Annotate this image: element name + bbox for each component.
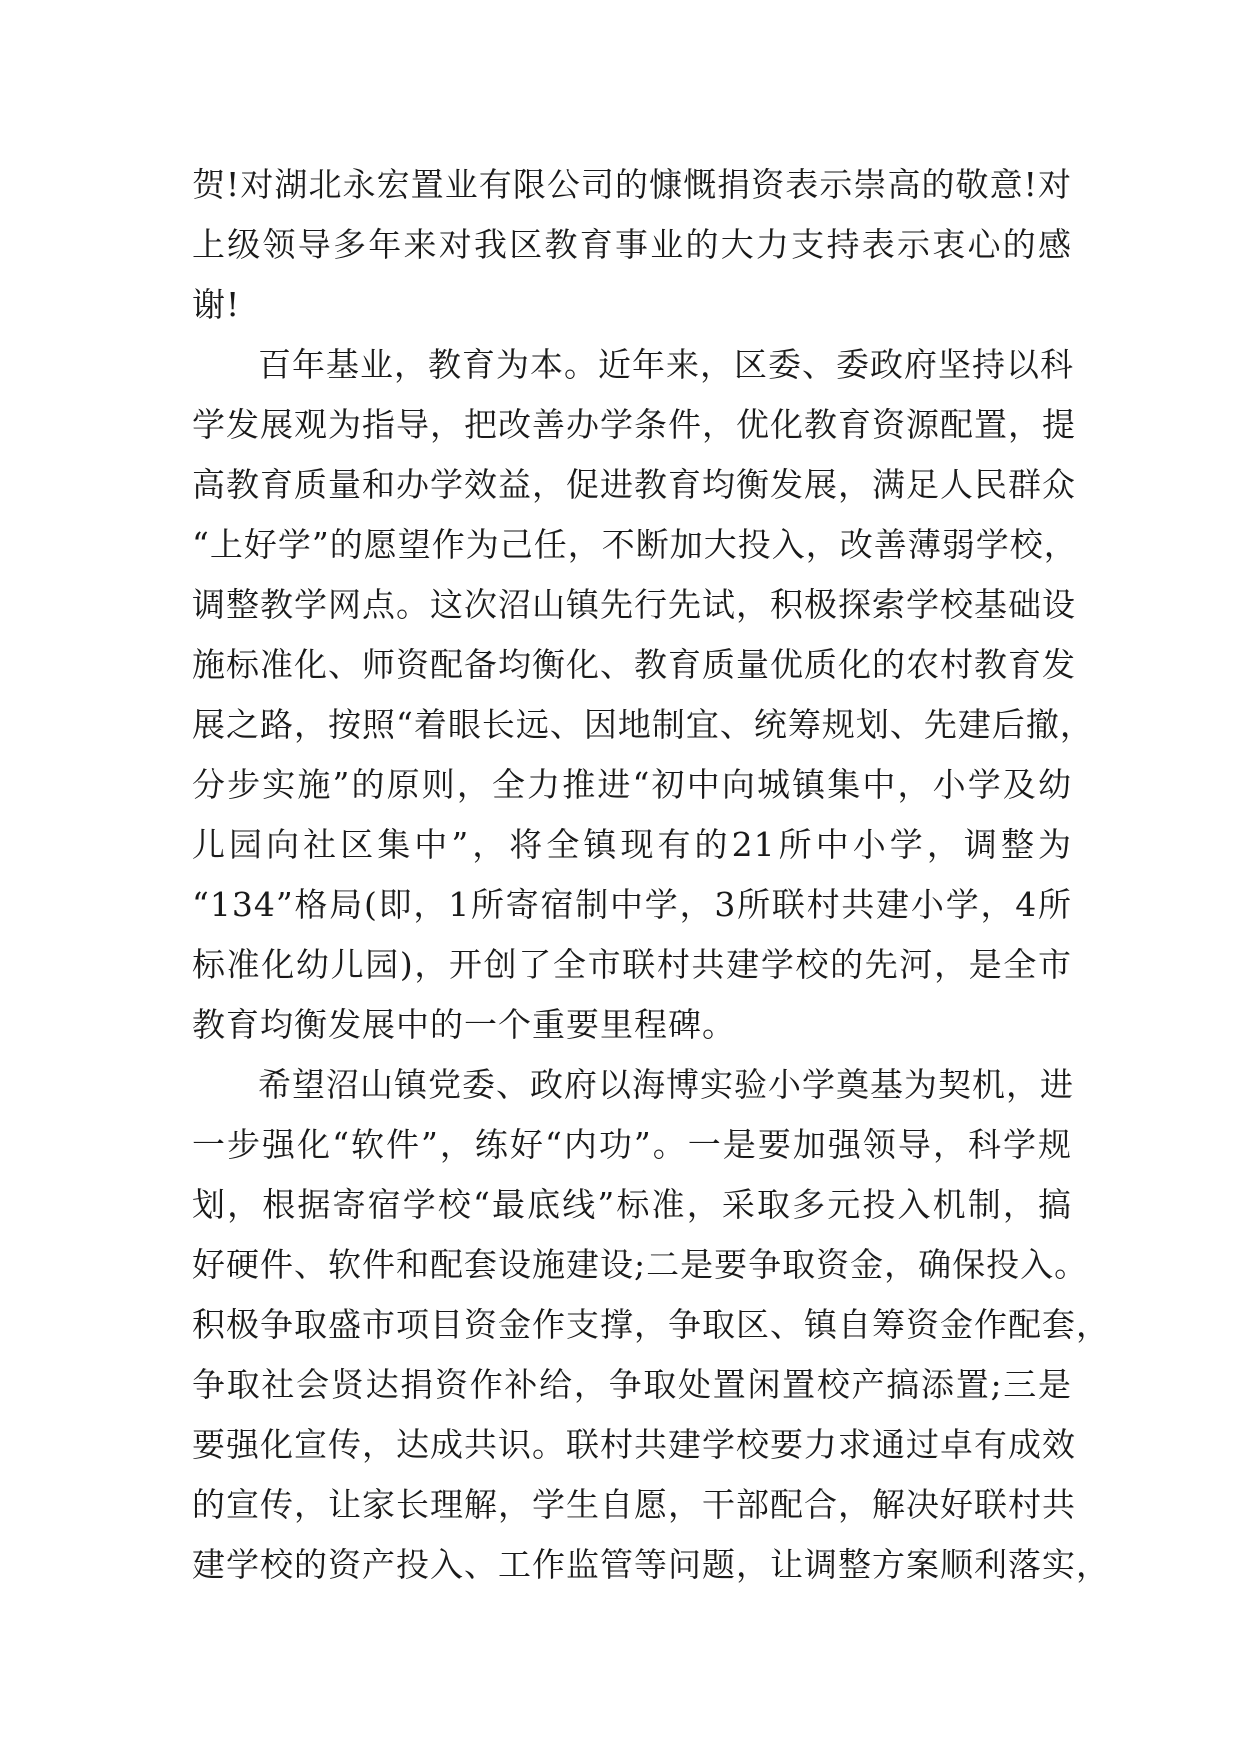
text-line: 争取社会贤达捐资作补给，争取处置闲置校产搞添置;三是 <box>192 1365 1072 1404</box>
text-line: 教育均衡发展中的一个重要里程碑。 <box>192 1005 736 1044</box>
text-line: 谢! <box>192 285 241 324</box>
text-line: 积极争取盛市项目资金作支撑，争取区、镇自筹资金作配套， <box>192 1305 1110 1344</box>
text-line: 建学校的资产投入、工作监管等问题，让调整方案顺利落实， <box>192 1545 1110 1584</box>
text-line: 好硬件、软件和配套设施建设;二是要争取资金，确保投入。 <box>192 1245 1089 1284</box>
text-line: 展之路，按照“着眼长远、因地制宜、统筹规划、先建后撤， <box>192 705 1094 744</box>
text-line: 的宣传，让家长理解，学生自愿，干部配合，解决好联村共 <box>192 1485 1076 1524</box>
paragraph-start-line: 百年基业，教育为本。近年来，区委、委政府坚持以科 <box>258 345 1074 384</box>
text-line: “上好学”的愿望作为己任，不断加大投入，改善薄弱学校， <box>192 525 1078 564</box>
text-line: 要强化宣传，达成共识。联村共建学校要力求通过卓有成效 <box>192 1425 1076 1464</box>
body-text <box>192 155 1110 1595</box>
text-line: “134”格局(即，1所寄宿制中学，3所联村共建小学，4所 <box>192 885 1072 924</box>
text-line: 学发展观为指导，把改善办学条件，优化教育资源配置，提 <box>192 405 1076 444</box>
text-line: 分步实施”的原则，全力推进“初中向城镇集中，小学及幼 <box>192 765 1072 804</box>
text-line: 标准化幼儿园)，开创了全市联村共建学校的先河，是全市 <box>192 945 1072 984</box>
text-line: 划，根据寄宿学校“最底线”标准，采取多元投入机制，搞 <box>192 1185 1072 1224</box>
text-line: 调整教学网点。这次沼山镇先行先试，积极探索学校基础设 <box>192 585 1076 624</box>
text-line: 施标准化、师资配备均衡化、教育质量优质化的农村教育发 <box>192 645 1076 684</box>
text-line: 一步强化“软件”，练好“内功”。一是要加强领导，科学规 <box>192 1125 1072 1164</box>
text-line: 儿园向社区集中”，将全镇现有的21所中小学，调整为 <box>192 825 1072 864</box>
paragraph-start-line: 希望沼山镇党委、政府以海博实验小学奠基为契机，进 <box>258 1065 1074 1104</box>
text-line: 贺!对湖北永宏置业有限公司的慷慨捐资表示崇高的敬意!对 <box>192 165 1072 204</box>
text-line: 高教育质量和办学效益，促进教育均衡发展，满足人民群众 <box>192 465 1076 504</box>
text-line: 上级领导多年来对我区教育事业的大力支持表示衷心的感 <box>192 225 1072 264</box>
